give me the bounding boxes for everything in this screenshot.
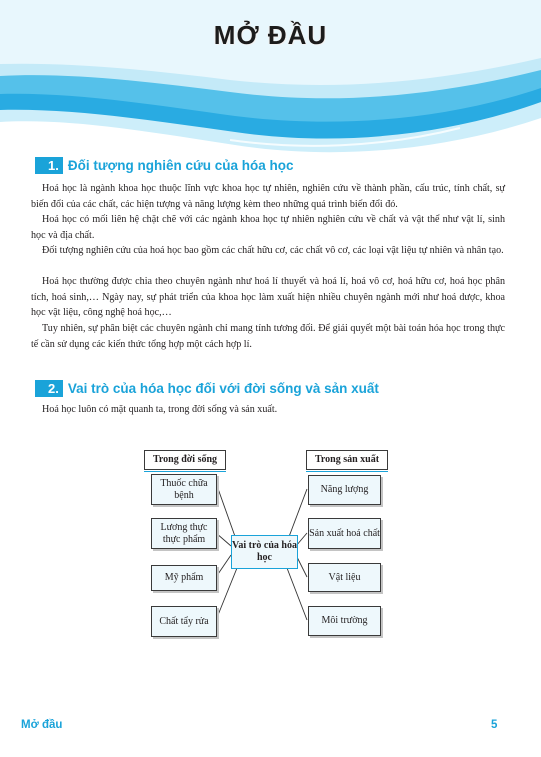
- section-1-paragraph-3: Đối tượng nghiên cứu của hoá học bao gồm các chất hữu cơ, các chất vô cơ, các loại vật liệu tự nhiên và nhân tạo.: [42, 245, 504, 256]
- chapter-title: MỞ ĐẦU: [213, 20, 328, 50]
- diagram-right-item-3: Vật liệu: [308, 563, 381, 592]
- section-2-intro: Hoá học luôn có mặt quanh ta, trong đời sống và sản xuất.: [42, 404, 278, 415]
- section-1-number: 1.: [35, 157, 63, 174]
- section-1-title: Đối tượng nghiên cứu của hóa học: [67, 158, 294, 173]
- diagram-left-item-2: Lương thực thực phẩm: [151, 518, 217, 549]
- section-1-paragraph-1: Hoá học là ngành khoa học thuộc lĩnh vực khoa học tự nhiên, nghiên cứu về thành phần, cấu trúc, tính chất, sự biến đổi của các chất, các hiện tượng và năng lượng kèm theo những quá trình biến đổi đó.: [31, 183, 505, 210]
- section-1-paragraph-4: Hoá học thường được chia theo chuyên ngành như hoá lí thuyết và hoá lí, hoá vô cơ, hoá hữu cơ, hoá học phân tích, hoá sinh,… Ngày nay, sự phát triển của khoa học làm xuất hiện nhiều chuyên ngành mới như hoá dược, khoa học vật liệu, công nghệ hoá học,…: [31, 276, 505, 319]
- section-1-paragraph-2: Hoá học có mối liên hệ chặt chẽ với các ngành khoa học tự nhiên nghiên cứu về chất và vật thể như vật lí, sinh học và địa chất.: [31, 214, 505, 241]
- right-header-underline: [306, 471, 388, 472]
- diagram-left-item-1: Thuốc chữa bệnh: [151, 474, 217, 505]
- diagram-right-item-2: Sản xuất hoá chất: [308, 518, 381, 549]
- footer-chapter-label: Mở đầu: [21, 719, 63, 731]
- diagram-right-item-4: Môi trường: [308, 606, 381, 636]
- page-number: 5: [491, 719, 498, 731]
- left-header-underline: [144, 471, 226, 472]
- diagram-left-header: Trong đời sống: [144, 450, 226, 470]
- diagram-right-header: Trong sản xuất: [306, 450, 388, 470]
- diagram-left-item-4: Chất tẩy rửa: [151, 606, 217, 637]
- section-2-number: 2.: [35, 380, 63, 397]
- diagram-left-item-3: Mỹ phẩm: [151, 565, 217, 591]
- section-1-paragraph-5: Tuy nhiên, sự phân biệt các chuyên ngành chỉ mang tính tương đối. Để giải quyết một bài toán hóa học trong thực tế cần sử dụng các kiến thức tổng hợp một cách hợp lí.: [31, 323, 505, 350]
- diagram-center-node: Vai trò của hóa học: [231, 535, 298, 569]
- diagram-right-item-1: Năng lượng: [308, 475, 381, 505]
- section-2-title: Vai trò của hóa học đối với đời sống và sản xuất: [67, 381, 379, 396]
